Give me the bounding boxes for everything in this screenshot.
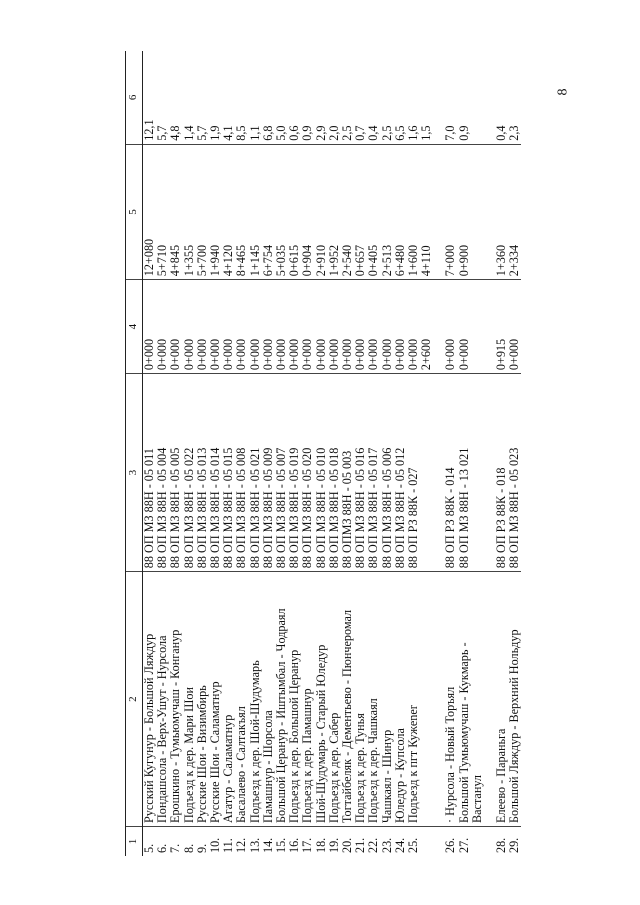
- start-km: 0+000: [262, 280, 275, 374]
- header-col-1: 1: [126, 827, 143, 857]
- road-name: Чашкаял - Шинур: [381, 572, 394, 827]
- table-row: [169, 51, 182, 856]
- row-number: 25.: [406, 837, 421, 853]
- road-code: 88 ОП МЗ 88Н - 05 011: [143, 374, 157, 572]
- road-name: [420, 572, 433, 827]
- length-km: [471, 51, 484, 144]
- length-km: 4,8: [169, 51, 182, 144]
- road-name: Подъезд к дер. Чашкаял: [367, 572, 380, 827]
- length-km: 4,1: [222, 51, 235, 144]
- start-km: 0+000: [301, 280, 314, 374]
- table-row: [367, 51, 380, 856]
- end-km: 1+600: [407, 144, 420, 279]
- start-km: 2+600: [420, 280, 433, 374]
- road-name: Подъезд к дер. Мари Шои: [183, 572, 196, 827]
- length-km: 0,7: [354, 51, 367, 144]
- start-km: 0+000: [508, 280, 521, 374]
- table-row: [143, 51, 157, 856]
- start-km: 0+000: [354, 280, 367, 374]
- roads-table-container: [125, 51, 585, 856]
- length-km: 7,0: [444, 51, 457, 144]
- row-number: [471, 827, 484, 857]
- row-number: 19.: [326, 837, 341, 853]
- start-km: 0+000: [367, 280, 380, 374]
- row-number: 23.: [379, 837, 394, 853]
- road-name: Русские Шои - Визимбирь: [196, 572, 209, 827]
- start-km: 0+000: [444, 280, 457, 374]
- header-col-5: 5: [126, 144, 143, 279]
- road-code: 88 ОП МЗ 88Н - 05 013: [196, 374, 209, 572]
- end-km: 0+405: [367, 144, 380, 279]
- road-code: 88 ОП МЗ 88Н - 05 014: [209, 374, 222, 572]
- length-km: 6,5: [394, 51, 407, 144]
- row-number: 29.: [507, 837, 522, 853]
- length-km: 1,9: [209, 51, 222, 144]
- table-row: [407, 51, 420, 856]
- road-code: [471, 374, 484, 572]
- row-number: 21.: [353, 837, 368, 853]
- row-number: 16.: [287, 837, 302, 853]
- end-km: 1+360: [495, 144, 508, 279]
- table-row: [444, 51, 457, 856]
- row-number: 14.: [260, 837, 275, 853]
- start-km: 0+000: [394, 280, 407, 374]
- road-code: 88 ОП МЗ 88Н - 05 006: [381, 374, 394, 572]
- length-km: 0,6: [288, 51, 301, 144]
- end-km: 1+952: [328, 144, 341, 279]
- table-row: [458, 51, 471, 856]
- start-km: 0+000: [381, 280, 394, 374]
- road-code: 88 ОП РЗ 88К - 027: [407, 374, 420, 572]
- road-code: 88 ОП МЗ 88Н - 05 018: [328, 374, 341, 572]
- road-name: Русский Кугунур - Большой Ляждур: [143, 572, 157, 827]
- road-name: Басалаево - Салтакъял: [235, 572, 248, 827]
- end-km: 2+540: [341, 144, 354, 279]
- road-name: Большой Тумьюмучаш - Кукмарь -: [458, 572, 471, 827]
- road-name: Русские Шои - Саламатнур: [209, 572, 222, 827]
- road-name: Подъезд к пгт Кужener: [407, 572, 420, 827]
- road-name: Подъезд к дер. Сабер: [328, 572, 341, 827]
- road-code: 88 ОПМЗ 88Н - 05 003: [341, 374, 354, 572]
- length-km: 5,7: [196, 51, 209, 144]
- road-name: Шой-Шудумарь - Старый Юледур: [315, 572, 328, 827]
- road-name: Агатур - Саламатнур: [222, 572, 235, 827]
- road-code: 88 ОП МЗ 88Н - 05 017: [367, 374, 380, 572]
- row-number: 15.: [274, 837, 289, 853]
- road-name: Ерошкино - Тумьюмучаш - Конганур: [169, 572, 182, 827]
- row-number: 8.: [181, 843, 196, 853]
- length-km: 0,4: [367, 51, 380, 144]
- row-number: 18.: [313, 837, 328, 853]
- start-km: [471, 280, 484, 374]
- table-row: [183, 51, 196, 856]
- length-km: 0,4: [495, 51, 508, 144]
- row-number: 27.: [456, 837, 471, 853]
- length-km: 12,1: [143, 51, 157, 144]
- end-km: 7+000: [444, 144, 457, 279]
- road-code: 88 ОП МЗ 88Н - 05 021: [249, 374, 262, 572]
- road-name: Подъезд к дер. Шой-Шудумарь: [249, 572, 262, 827]
- start-km: 0+000: [196, 280, 209, 374]
- table-header-row: [126, 51, 143, 856]
- row-number: 6.: [155, 843, 170, 853]
- end-km: 0+615: [288, 144, 301, 279]
- start-km: 0+000: [156, 280, 169, 374]
- start-km: 0+915: [495, 280, 508, 374]
- road-code: 88 ОП РЗ 88К - 014: [444, 374, 457, 572]
- end-km: [471, 144, 484, 279]
- road-name: Пондашсола - Верх-Ушут - Нурсола: [156, 572, 169, 827]
- length-km: 1,6: [407, 51, 420, 144]
- road-name: · Нурсола - Новый Торъял: [444, 572, 457, 827]
- end-km: 6+754: [262, 144, 275, 279]
- end-km: 5+710: [156, 144, 169, 279]
- row-number: 12.: [234, 837, 249, 853]
- road-name: Тогтайбеляк - Дементьево - Пюнчеромал: [341, 572, 354, 827]
- table-row: [471, 51, 484, 856]
- end-km: 8+465: [235, 144, 248, 279]
- table-row: [381, 51, 394, 856]
- length-km: 2,9: [315, 51, 328, 144]
- table-row: [508, 51, 521, 856]
- end-km: 0+904: [301, 144, 314, 279]
- end-km: 6+480: [394, 144, 407, 279]
- start-km: 0+000: [235, 280, 248, 374]
- end-km: 2+334: [508, 144, 521, 279]
- start-km: 0+000: [288, 280, 301, 374]
- header-col-3: 3: [126, 374, 143, 572]
- end-km: 0+900: [458, 144, 471, 279]
- road-code: 88 ОП МЗ 88Н - 05 008: [235, 374, 248, 572]
- row-number: 17.: [300, 837, 315, 853]
- row-number: 11.: [221, 838, 236, 853]
- length-km: 2,0: [328, 51, 341, 144]
- length-km: 0,9: [458, 51, 471, 144]
- end-km: 4+110: [420, 144, 433, 279]
- length-km: 8,5: [235, 51, 248, 144]
- length-km: 1,5: [420, 51, 433, 144]
- end-km: 2+513: [381, 144, 394, 279]
- row-number: 10.: [208, 837, 223, 853]
- row-number: [420, 827, 433, 857]
- start-km: 0+000: [143, 280, 157, 374]
- road-code: 88 ОП МЗ 88Н - 05 004: [156, 374, 169, 572]
- start-km: 0+000: [341, 280, 354, 374]
- header-col-2: 2: [126, 572, 143, 827]
- end-km: 0+657: [354, 144, 367, 279]
- road-name: Подъезд к дер. Памашнур: [301, 572, 314, 827]
- road-code: [420, 374, 433, 572]
- start-km: 0+000: [249, 280, 262, 374]
- road-code: 88 ОП МЗ 88Н - 05 005: [169, 374, 182, 572]
- end-km: 1+940: [209, 144, 222, 279]
- length-km: 5,7: [156, 51, 169, 144]
- end-km: 12+080: [143, 144, 157, 279]
- road-code: 88 ОП МЗ 88Н - 13 021: [458, 374, 471, 572]
- road-name: Большой Церанур - Иштымбал - Чодраял: [275, 572, 288, 827]
- start-km: 0+000: [275, 280, 288, 374]
- table-row: [301, 51, 314, 856]
- road-code: 88 ОП МЗ 88Н - 05 023: [508, 374, 521, 572]
- road-name: Вастанул: [471, 572, 484, 827]
- length-km: 6,8: [262, 51, 275, 144]
- road-name: Большой Ляждур - Верхний Нольдур: [508, 572, 521, 827]
- road-name: Елеево - Параньга: [495, 572, 508, 827]
- road-name: Подъезд к дер. Тунья: [354, 572, 367, 827]
- table-row: [315, 51, 328, 856]
- table-row: [235, 51, 248, 856]
- page-number: 8: [555, 88, 571, 96]
- header-col-6: 6: [126, 51, 143, 144]
- header-col-4: 4: [126, 280, 143, 374]
- length-km: 1,4: [183, 51, 196, 144]
- road-code: 88 ОП МЗ 88Н - 05 015: [222, 374, 235, 572]
- end-km: 2+910: [315, 144, 328, 279]
- road-code: 88 ОП МЗ 88Н - 05 012: [394, 374, 407, 572]
- row-number: 7.: [168, 843, 183, 853]
- table-row: [249, 51, 262, 856]
- roads-table: [125, 51, 521, 856]
- length-km: 2,5: [381, 51, 394, 144]
- road-name: Юледур - Купсола: [394, 572, 407, 827]
- road-code: 88 ОП МЗ 88Н - 05 007: [275, 374, 288, 572]
- road-code: 88 ОП РЗ 88К - 018: [495, 374, 508, 572]
- start-km: 0+000: [315, 280, 328, 374]
- start-km: 0+000: [328, 280, 341, 374]
- length-km: 5,0: [275, 51, 288, 144]
- row-number: 9.: [194, 843, 209, 853]
- end-km: 1+145: [249, 144, 262, 279]
- road-name: Памашнур - Шорсола: [262, 572, 275, 827]
- road-code: 88 ОП МЗ 88Н - 05 016: [354, 374, 367, 572]
- end-km: 4+845: [169, 144, 182, 279]
- start-km: 0+000: [183, 280, 196, 374]
- row-number: 13.: [247, 837, 262, 853]
- row-number: 28.: [494, 837, 509, 853]
- row-number: 24.: [392, 837, 407, 853]
- length-km: 2,5: [341, 51, 354, 144]
- road-code: 88 ОП МЗ 88Н - 05 009: [262, 374, 275, 572]
- row-number: 22.: [366, 837, 381, 853]
- length-km: 2,3: [508, 51, 521, 144]
- start-km: 0+000: [407, 280, 420, 374]
- start-km: 0+000: [458, 280, 471, 374]
- table-body: [143, 51, 522, 856]
- table-row: [420, 51, 433, 856]
- end-km: 5+700: [196, 144, 209, 279]
- road-code: 88 ОП МЗ 88Н - 05 010: [315, 374, 328, 572]
- road-code: 88 ОП МЗ 88Н - 05 019: [288, 374, 301, 572]
- length-km: 0,9: [301, 51, 314, 144]
- row-number: 5.: [142, 843, 156, 853]
- end-km: 1+355: [183, 144, 196, 279]
- row-number: 26.: [443, 837, 458, 853]
- road-code: 88 ОП МЗ 88Н - 05 020: [301, 374, 314, 572]
- row-number: 20.: [340, 837, 355, 853]
- end-km: 4+120: [222, 144, 235, 279]
- road-code: 88 ОП МЗ 88Н - 05 022: [183, 374, 196, 572]
- road-name: Подъезд к дер. Большой Церанур: [288, 572, 301, 827]
- start-km: 0+000: [209, 280, 222, 374]
- start-km: 0+000: [222, 280, 235, 374]
- length-km: 1,1: [249, 51, 262, 144]
- end-km: 5+035: [275, 144, 288, 279]
- start-km: 0+000: [169, 280, 182, 374]
